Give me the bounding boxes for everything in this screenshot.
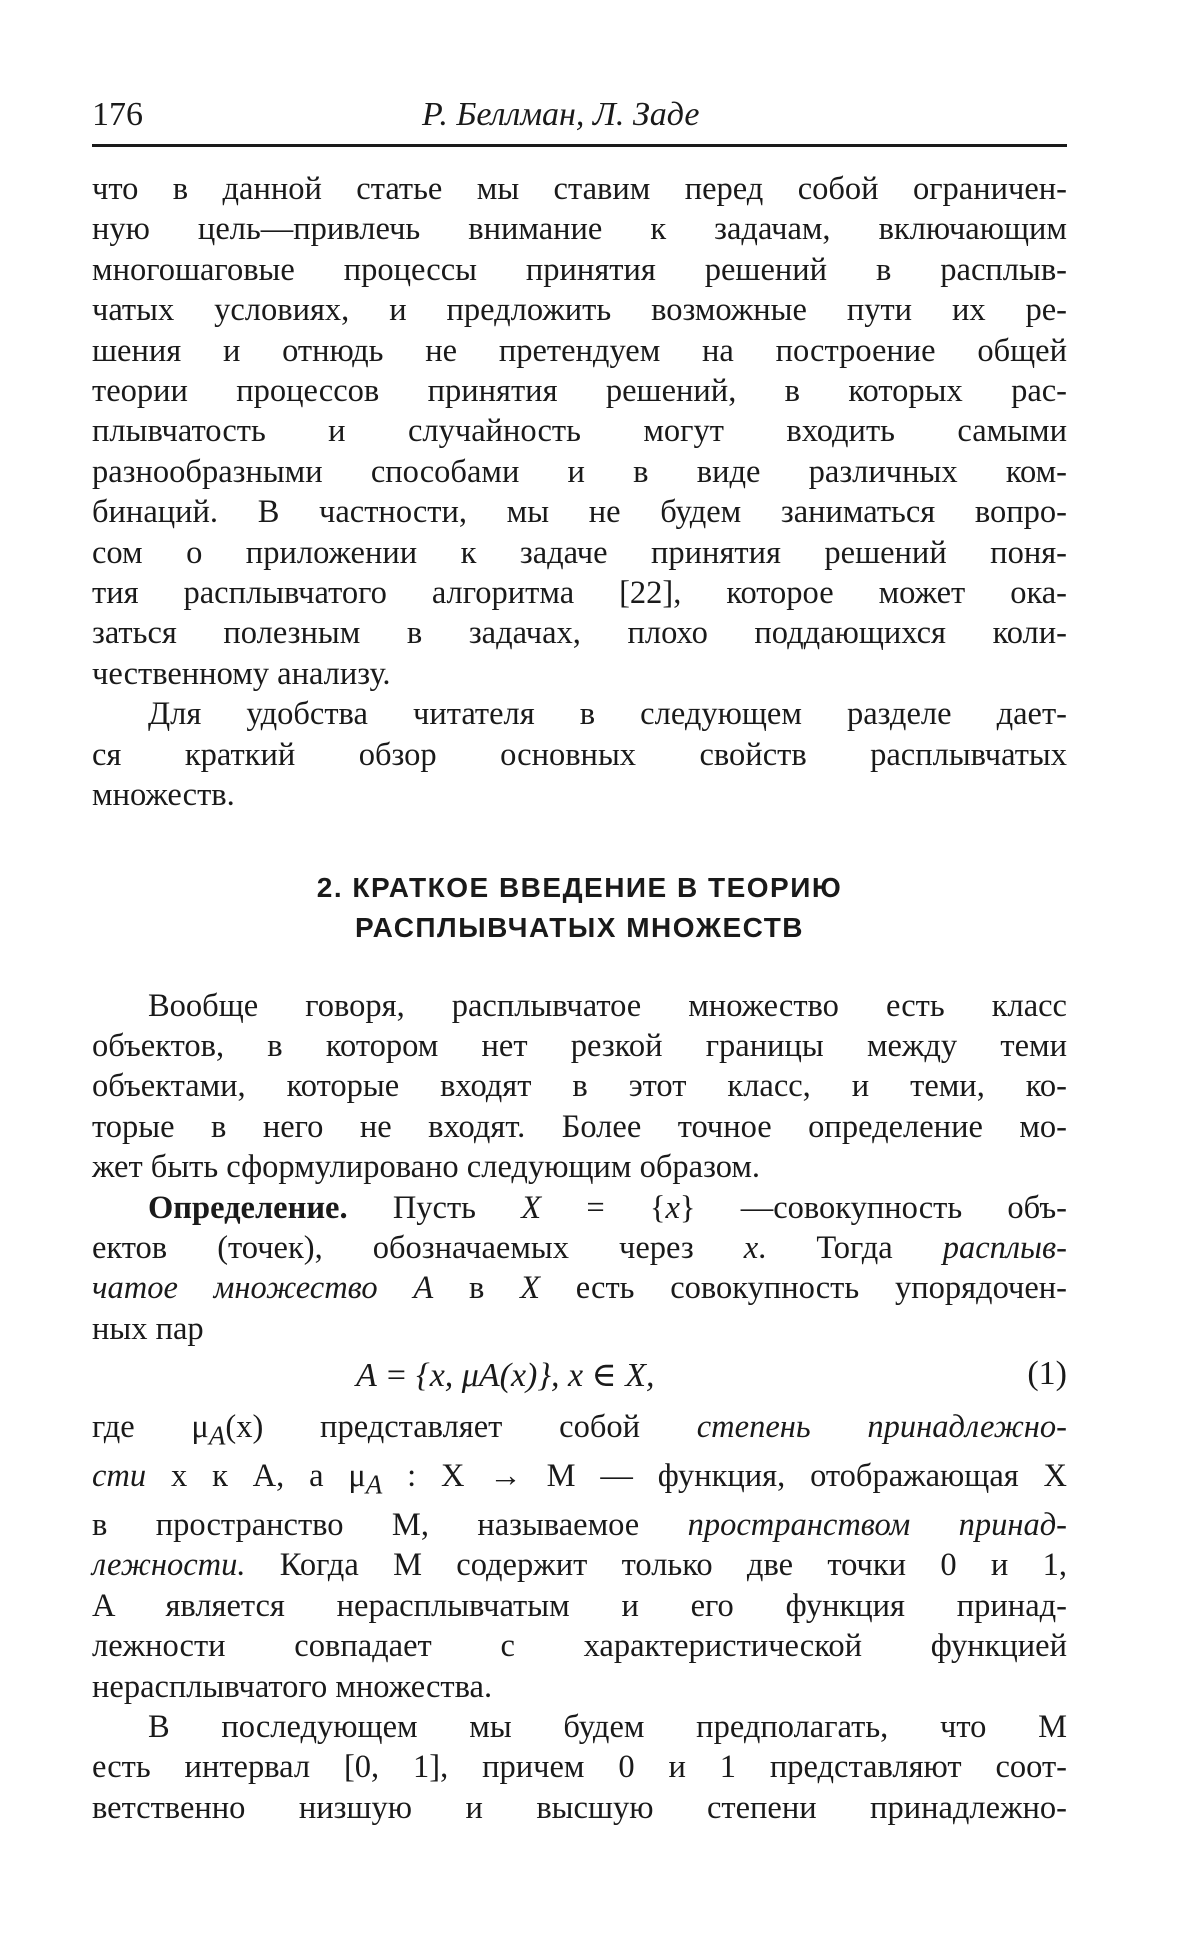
text-line: теории процессов принятия решений, в которых рас- bbox=[92, 373, 1067, 410]
running-title: Р. Беллман, Л. Заде bbox=[422, 96, 700, 133]
text-line: множеств. bbox=[92, 777, 235, 814]
defined-term: степень принадлежно- bbox=[696, 1409, 1067, 1446]
text-run: где μ bbox=[92, 1409, 209, 1446]
text-line: ся краткий обзор основных свойств расплывчатых bbox=[92, 736, 1067, 773]
text-run: ектов (точек), обозначаемых через bbox=[92, 1229, 744, 1266]
text-line: тия расплывчатого алгоритма [22], которое может ока- bbox=[92, 575, 1067, 612]
paragraph-intro-continuation bbox=[92, 169, 1067, 694]
math-var: x bbox=[665, 1189, 680, 1226]
header-rule bbox=[92, 144, 1067, 147]
text-line: Для удобства читателя в следующем разделе дает- bbox=[148, 696, 1067, 733]
math-var: X bbox=[521, 1189, 542, 1226]
text-line bbox=[92, 1228, 1067, 1268]
text-run: в bbox=[433, 1270, 521, 1307]
text-run: x к A, а μ bbox=[146, 1458, 366, 1495]
text-line: сом о приложении к задаче принятия решений поня- bbox=[92, 534, 1067, 571]
text-line bbox=[92, 1505, 1067, 1545]
text-line bbox=[92, 1188, 1067, 1228]
text-line: объектами, которые входят в этот класс, и теми, ко- bbox=[92, 1068, 1067, 1105]
math-var: x bbox=[743, 1229, 759, 1266]
math-var: X bbox=[520, 1270, 541, 1307]
text-line: бинаций. В частности, мы не будем заниматься вопро- bbox=[92, 494, 1067, 531]
text-run: : X → M — функция, отображающая X bbox=[382, 1458, 1067, 1495]
text-line bbox=[92, 1407, 1067, 1456]
text-run: Когда M содержит только две точки 0 и 1, bbox=[245, 1547, 1067, 1584]
text-line: заться полезным в задачах, плохо поддающихся коли- bbox=[92, 615, 1067, 652]
defined-term: сти bbox=[92, 1458, 147, 1495]
text-line: плывчатость и случайность могут входить самыми bbox=[92, 413, 1067, 450]
text-line: жет быть сформулировано следующим образом. bbox=[92, 1149, 761, 1186]
text-line: чатых условиях, и предложить возможные пути их ре- bbox=[92, 292, 1067, 329]
defined-term: лежности. bbox=[92, 1547, 246, 1584]
text-line: шения и отнюдь не претендуем на построение общей bbox=[92, 332, 1067, 369]
text-line: ных пар bbox=[92, 1310, 204, 1347]
paragraph-definition bbox=[92, 1188, 1067, 1350]
defined-term: расплыв- bbox=[942, 1229, 1067, 1266]
section-heading bbox=[92, 868, 1067, 948]
text-line: лежности совпадает с характеристической функцией bbox=[92, 1628, 1067, 1665]
text-run: в пространство M, называемое bbox=[92, 1506, 688, 1543]
text-line bbox=[92, 1268, 1067, 1308]
text-line: нерасплывчатого множества. bbox=[92, 1668, 493, 1705]
text-line: торые в него не входят. Более точное определение мо- bbox=[92, 1108, 1067, 1145]
text-line: Вообще говоря, расплывчатое множество есть класс bbox=[148, 987, 1067, 1024]
text-line: объектов, в котором нет резкой границы между теми bbox=[92, 1027, 1067, 1064]
paragraph-reader-note bbox=[92, 694, 1067, 815]
text-line bbox=[92, 1545, 1067, 1585]
text-line bbox=[92, 1456, 1067, 1505]
text-line: ную цель—привлечь внимание к задачам, включающим bbox=[92, 211, 1067, 248]
text-line: A является нерасплывчатым и его функция принад- bbox=[92, 1587, 1067, 1624]
text-line: ветственно низшую и высшую степени принадлежно- bbox=[92, 1789, 1067, 1826]
text-run: . Тогда bbox=[758, 1229, 943, 1266]
equation: A = {x, μA(x)}, x ∈ X, bbox=[356, 1357, 655, 1395]
text-run: есть совокупность упорядочен- bbox=[540, 1270, 1067, 1307]
paragraph-interval bbox=[92, 1707, 1067, 1828]
page-number: 176 bbox=[92, 96, 143, 133]
text-run: = { bbox=[541, 1189, 666, 1226]
defined-term: пространством принад- bbox=[687, 1506, 1067, 1543]
equation-row bbox=[92, 1349, 1067, 1407]
text-line: есть интервал [0, 1], причем 0 и 1 представляют соот- bbox=[92, 1749, 1067, 1786]
book-page bbox=[92, 88, 1067, 1828]
text-run: (x) представляет собой bbox=[225, 1409, 697, 1446]
paragraph-membership bbox=[92, 1407, 1067, 1707]
text-line: многошаговые процессы принятия решений в расплыв- bbox=[92, 251, 1067, 288]
equation-number: (1) bbox=[1027, 1355, 1067, 1393]
text-line: что в данной статье мы ставим перед собой ограничен- bbox=[92, 171, 1067, 207]
text-line: В последующем мы будем предполагать, что M bbox=[148, 1709, 1067, 1745]
defined-term: чатое множество A bbox=[92, 1270, 434, 1307]
text-line: разнообразными способами и в виде различных ком- bbox=[92, 453, 1067, 490]
text-line: чественному анализу. bbox=[92, 655, 391, 692]
text-run: } —совокупность объ- bbox=[679, 1189, 1067, 1226]
text-run: Пусть bbox=[347, 1189, 522, 1226]
running-head bbox=[92, 88, 1067, 138]
paragraph-fuzzy-set-intro bbox=[92, 986, 1067, 1188]
math-subscript: A bbox=[208, 1420, 226, 1451]
math-subscript: A bbox=[365, 1469, 383, 1500]
definition-label: Определение. bbox=[148, 1189, 348, 1226]
section-heading-line-2: РАСПЛЫВЧАТЫХ МНОЖЕСТВ bbox=[354, 911, 805, 943]
section-heading-line-1: 2. КРАТКОЕ ВВЕДЕНИЕ В ТЕОРИЮ bbox=[316, 871, 843, 903]
